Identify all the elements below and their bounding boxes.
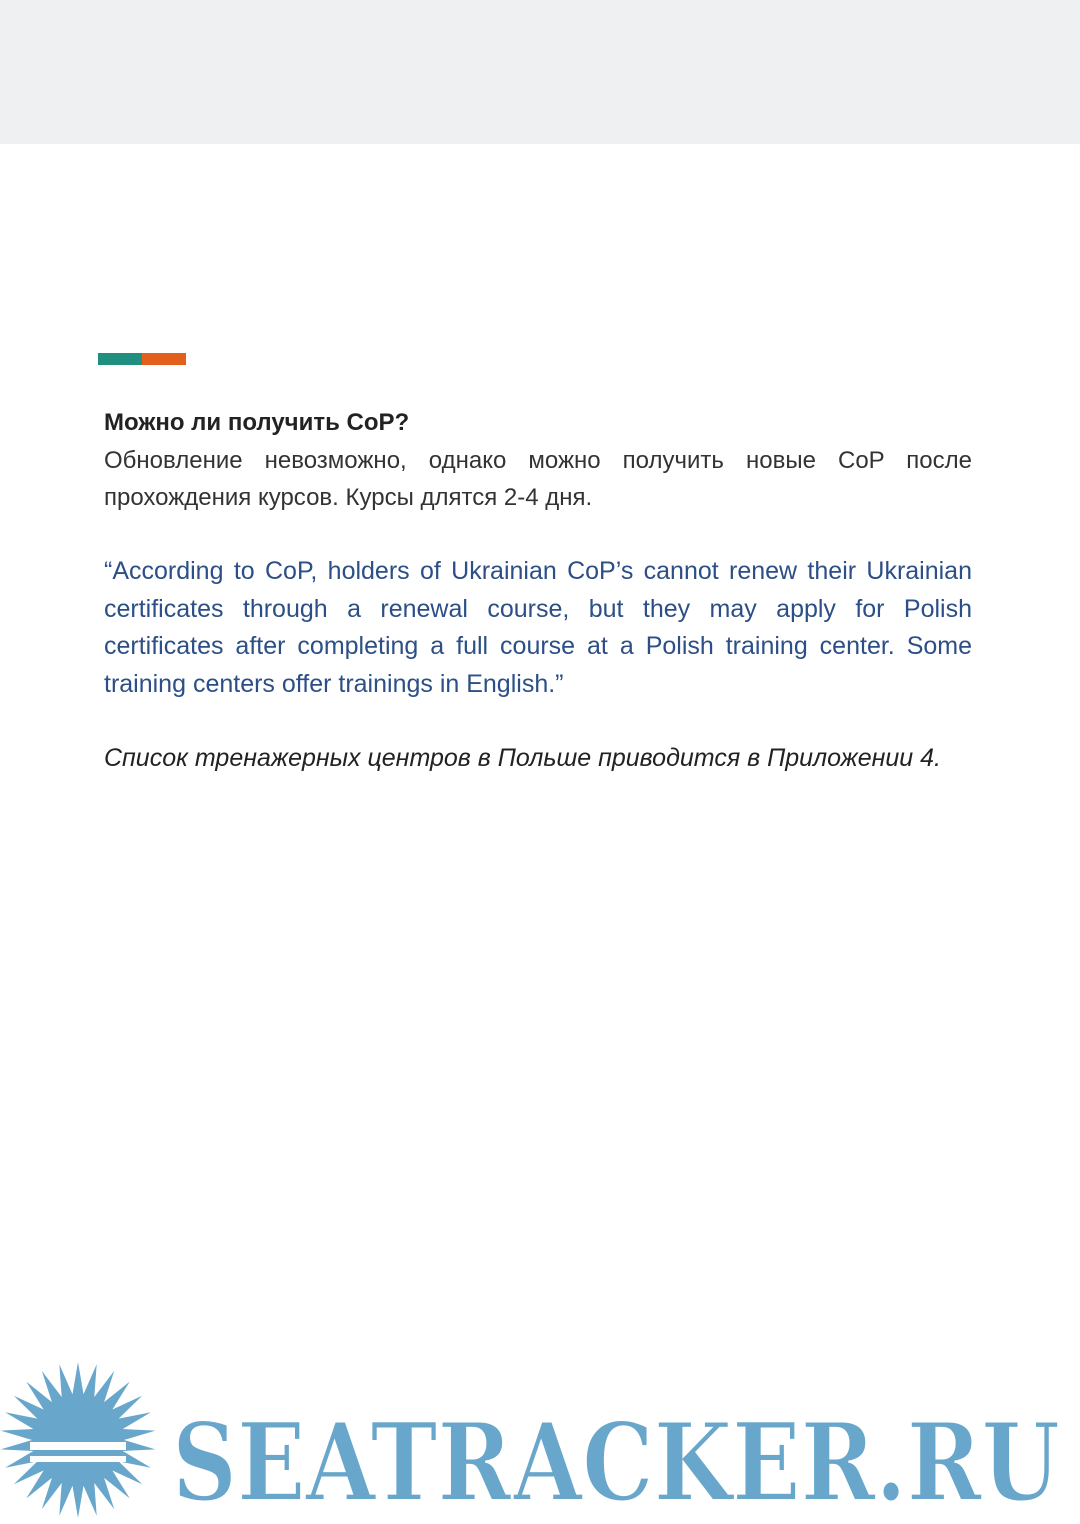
watermark-logo bbox=[0, 1360, 1080, 1524]
accent-teal-segment bbox=[98, 353, 142, 365]
accent-orange-segment bbox=[142, 353, 186, 365]
watermark-text: SEATRACKER.RU bbox=[172, 1400, 1060, 1524]
header-band bbox=[0, 0, 1080, 144]
appendix-note: Список тренажерных центров в Польше приводится в Приложении 4. bbox=[104, 744, 941, 772]
section-accent-bar bbox=[98, 353, 186, 365]
faq-section bbox=[104, 404, 972, 803]
sun-over-sea-icon bbox=[1, 1362, 156, 1518]
quote-text: “According to CoP, holders of Ukrainian CoP’s cannot renew their Ukrainian certificates through a renewal course, but they may apply for Polish certificates after completing a full course at a Polish training center. Some training centers offer trainings in English.” bbox=[104, 557, 972, 698]
question-title: Можно ли получить CoP? bbox=[104, 409, 410, 436]
answer-text: Обновление невозможно, однако можно получить новые CoP после прохождения курсов. Курсы длятся 2-4 дня. bbox=[104, 447, 972, 511]
watermark bbox=[0, 1360, 1080, 1524]
